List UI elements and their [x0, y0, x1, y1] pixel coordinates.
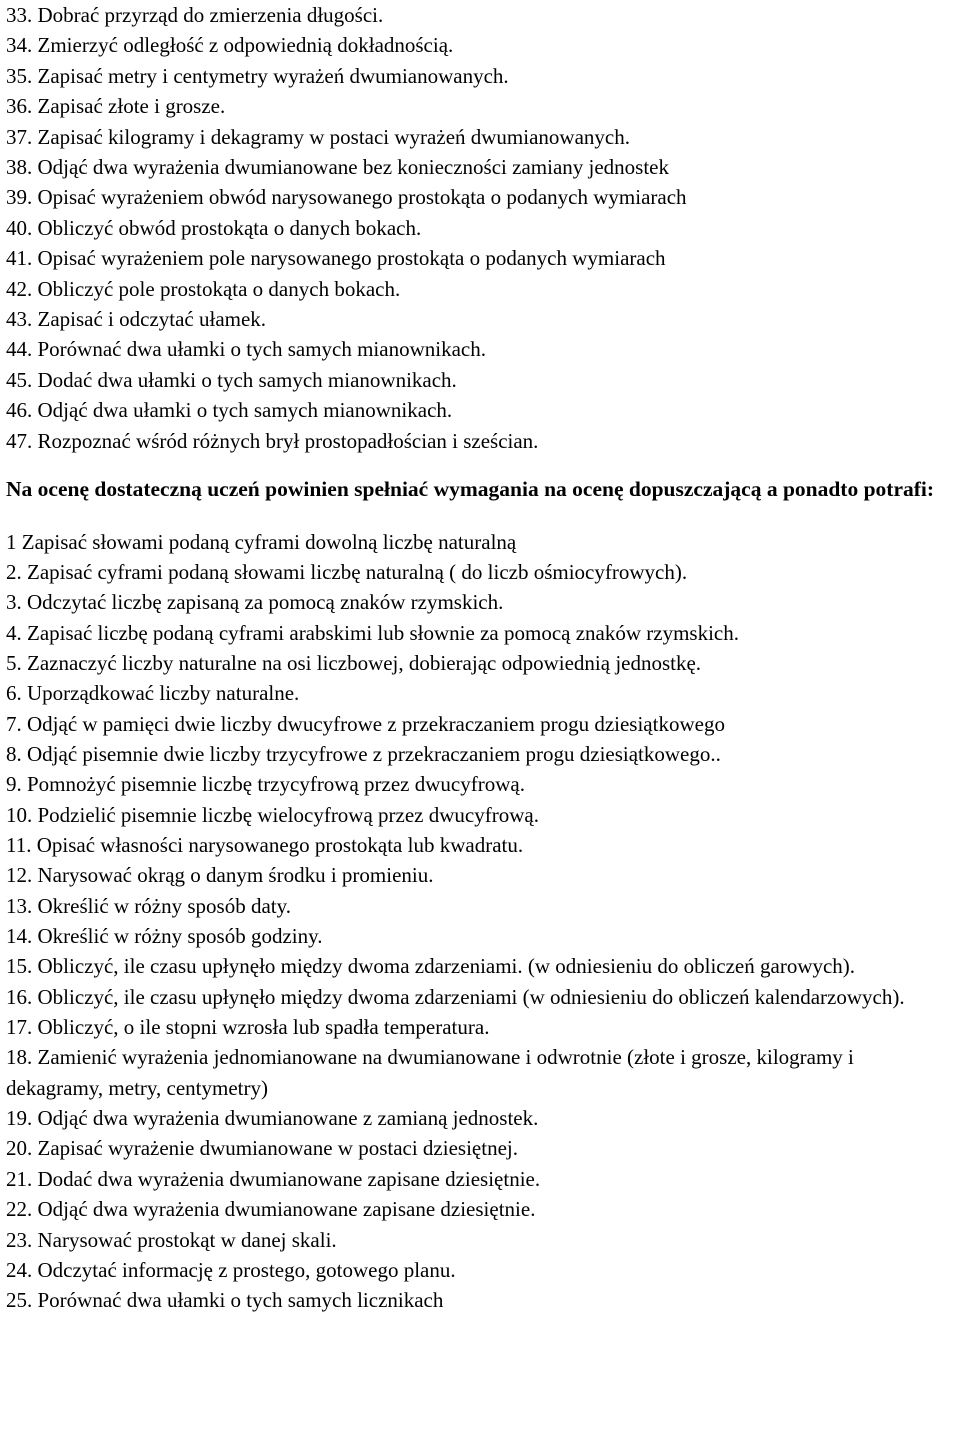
list-item: 10. Podzielić pisemnie liczbę wielocyfrową przez dwucyfrową. — [6, 802, 539, 827]
list-item: 16. Obliczyć, ile czasu upłynęło między dwoma zdarzeniami (w odniesieniu do obliczeń kalendarzowych). — [6, 984, 905, 1009]
list-item: 40. Obliczyć obwód prostokąta o danych bokach. — [6, 215, 422, 240]
list-item: 47. Rozpoznać wśród różnych brył prostopadłościan i sześcian. — [6, 428, 539, 453]
requirements-list — [6, 527, 956, 1316]
list-item: 34. Zmierzyć odległość z odpowiednią dokładnością. — [6, 33, 454, 58]
list-item: 23. Narysować prostokąt w danej skali. — [6, 1227, 337, 1252]
list-item: 3. Odczytać liczbę zapisaną za pomocą znaków rzymskich. — [6, 590, 504, 615]
list-item: 12. Narysować okrąg o danym środku i promieniu. — [6, 863, 434, 888]
list-item: 4. Zapisać liczbę podaną cyframi arabskimi lub słownie za pomocą znaków rzymskich. — [6, 620, 739, 645]
list-item: 42. Obliczyć pole prostokąta o danych bokach. — [6, 276, 401, 301]
document-page — [6, 0, 956, 1316]
list-item: 20. Zapisać wyrażenie dwumianowane w postaci dziesiętnej. — [6, 1136, 518, 1161]
list-item: 5. Zaznaczyć liczby naturalne na osi liczbowej, dobierając odpowiednią jednostkę. — [6, 650, 702, 675]
list-item: 6. Uporządkować liczby naturalne. — [6, 681, 300, 706]
list-item: 15. Obliczyć, ile czasu upłynęło między dwoma zdarzeniami. (w odniesieniu do obliczeń garowych). — [6, 954, 856, 979]
list-item: 18. Zamienić wyrażenia jednomianowane na dwumianowane i odwrotnie (złote i grosze, kilogramy i dekagramy, metry, centymetry) — [6, 1045, 854, 1100]
list-item: 21. Dodać dwa wyrażenia dwumianowane zapisane dziesiętnie. — [6, 1166, 541, 1191]
list-item: 25. Porównać dwa ułamki o tych samych licznikach — [6, 1288, 444, 1313]
requirements-list-continued — [6, 0, 956, 456]
list-item: 44. Porównać dwa ułamki o tych samych mianownikach. — [6, 337, 486, 362]
list-item: 11. Opisać własności narysowanego prostokąta lub kwadratu. — [6, 833, 524, 858]
list-item: 38. Odjąć dwa wyrażenia dwumianowane bez konieczności zamiany jednostek — [6, 155, 669, 180]
list-item: 7. Odjąć w pamięci dwie liczby dwucyfrowe z przekraczaniem progu dziesiątkowego — [6, 711, 725, 736]
list-item: 41. Opisać wyrażeniem pole narysowanego prostokąta o podanych wymiarach — [6, 246, 666, 271]
list-item: 13. Określić w różny sposób daty. — [6, 893, 292, 918]
list-item: 33. Dobrać przyrząd do zmierzenia długości. — [6, 3, 384, 27]
list-item: 45. Dodać dwa ułamki o tych samych mianownikach. — [6, 367, 457, 392]
list-item: 36. Zapisać złote i grosze. — [6, 94, 226, 119]
section-heading: Na ocenę dostateczną uczeń powinien spełniać wymagania na ocenę dopuszczającą a ponadto potrafi: — [6, 477, 935, 502]
list-item: 46. Odjąć dwa ułamki o tych samych mianownikach. — [6, 398, 453, 423]
list-item: 37. Zapisać kilogramy i dekagramy w postaci wyrażeń dwumianowanych. — [6, 124, 630, 149]
list-item: 8. Odjąć pisemnie dwie liczby trzycyfrowe z przekraczaniem progu dziesiątkowego.. — [6, 742, 721, 766]
list-item: 17. Obliczyć, o ile stopni wzrosła lub spadła temperatura. — [6, 1015, 490, 1040]
list-item: 14. Określić w różny sposób godziny. — [6, 924, 323, 949]
list-item: 2. Zapisać cyframi podaną słowami liczbę naturalną ( do liczb ośmiocyfrowych). — [6, 559, 688, 584]
list-item: 9. Pomnożyć pisemnie liczbę trzycyfrową przez dwucyfrową. — [6, 772, 525, 797]
list-item: 22. Odjąć dwa wyrażenia dwumianowane zapisane dziesiętnie. — [6, 1197, 536, 1222]
list-item: 35. Zapisać metry i centymetry wyrażeń dwumianowanych. — [6, 63, 509, 88]
list-item: 43. Zapisać i odczytać ułamek. — [6, 307, 267, 332]
list-item: 24. Odczytać informację z prostego, gotowego planu. — [6, 1257, 456, 1282]
list-item: 39. Opisać wyrażeniem obwód narysowanego prostokąta o podanych wymiarach — [6, 185, 687, 210]
list-item: 1 Zapisać słowami podaną cyframi dowolną liczbę naturalną — [6, 529, 517, 554]
list-item: 19. Odjąć dwa wyrażenia dwumianowane z zamianą jednostek. — [6, 1106, 539, 1131]
